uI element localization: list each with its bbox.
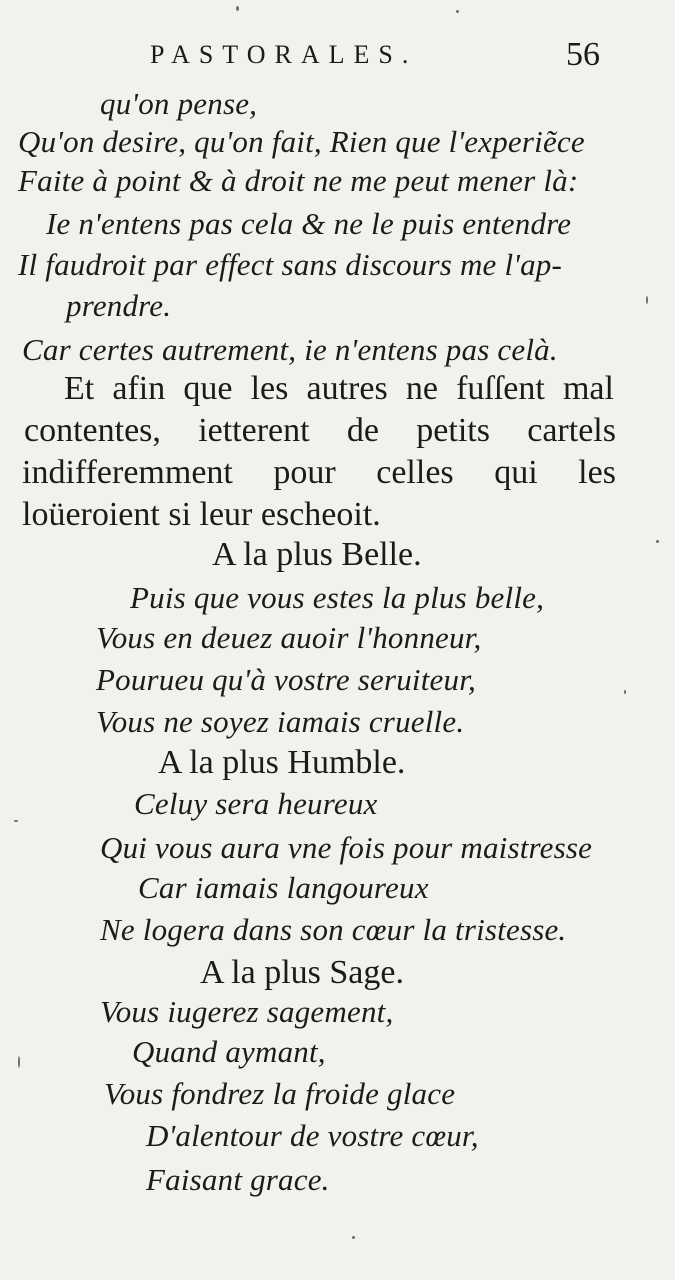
verse-line: Vous ne soyez iamais cruelle. — [96, 704, 465, 739]
verse-line: Qui vous aura vne fois pour maistresse — [100, 830, 593, 865]
prose-line: contentes, ietterent de petits cartels — [24, 412, 616, 449]
verse-line: Vous en deuez auoir l'honneur, — [96, 620, 482, 655]
ink-speck — [18, 1056, 20, 1068]
ink-speck — [656, 540, 659, 543]
verse-line: Celuy sera heureux — [134, 786, 378, 821]
verse-line: Quand aymant, — [132, 1034, 326, 1069]
running-header-title: PASTORALES. — [150, 40, 418, 69]
section-heading: A la plus Humble. — [158, 744, 406, 781]
verse-line: Faite à point & à droit ne me peut mener là: — [18, 163, 579, 198]
verse-line: Ie n'entens pas cela & ne le puis entendre — [46, 206, 572, 241]
ink-speck — [236, 6, 239, 11]
verse-line: prendre. — [66, 288, 172, 323]
prose-line: indifferemment pour celles qui les — [22, 454, 616, 491]
verse-line: Qu'on desire, qu'on fait, Rien que l'experiẽce — [18, 124, 585, 159]
verse-line: Car iamais langoureux — [138, 870, 429, 905]
verse-line: Pourueu qu'à vostre seruiteur, — [96, 662, 476, 697]
verse-line: Vous fondrez la froide glace — [104, 1076, 456, 1111]
verse-line: Puis que vous estes la plus belle, — [130, 580, 545, 615]
ink-speck — [646, 296, 648, 304]
prose-line: loüeroient si leur escheoit. — [22, 496, 381, 533]
verse-line: Vous iugerez sagement, — [100, 994, 394, 1029]
ink-speck — [14, 820, 18, 822]
page-number: 56 — [566, 36, 600, 73]
section-heading: A la plus Belle. — [212, 536, 422, 573]
verse-line: qu'on pense, — [100, 86, 258, 121]
verse-line: Il faudroit par effect sans discours me l'ap- — [18, 247, 563, 282]
verse-line: Car certes autrement, ie n'entens pas celà. — [22, 332, 558, 367]
verse-line: Ne logera dans son cœur la tristesse. — [100, 912, 567, 947]
section-heading: A la plus Sage. — [200, 954, 404, 991]
verse-line: Faisant grace. — [146, 1162, 330, 1197]
prose-line: Et afin que les autres ne fuſſent mal — [64, 370, 614, 407]
ink-speck — [352, 1236, 355, 1239]
verse-line: D'alentour de vostre cœur, — [146, 1118, 479, 1153]
ink-speck — [624, 690, 626, 694]
ink-speck — [456, 10, 459, 13]
